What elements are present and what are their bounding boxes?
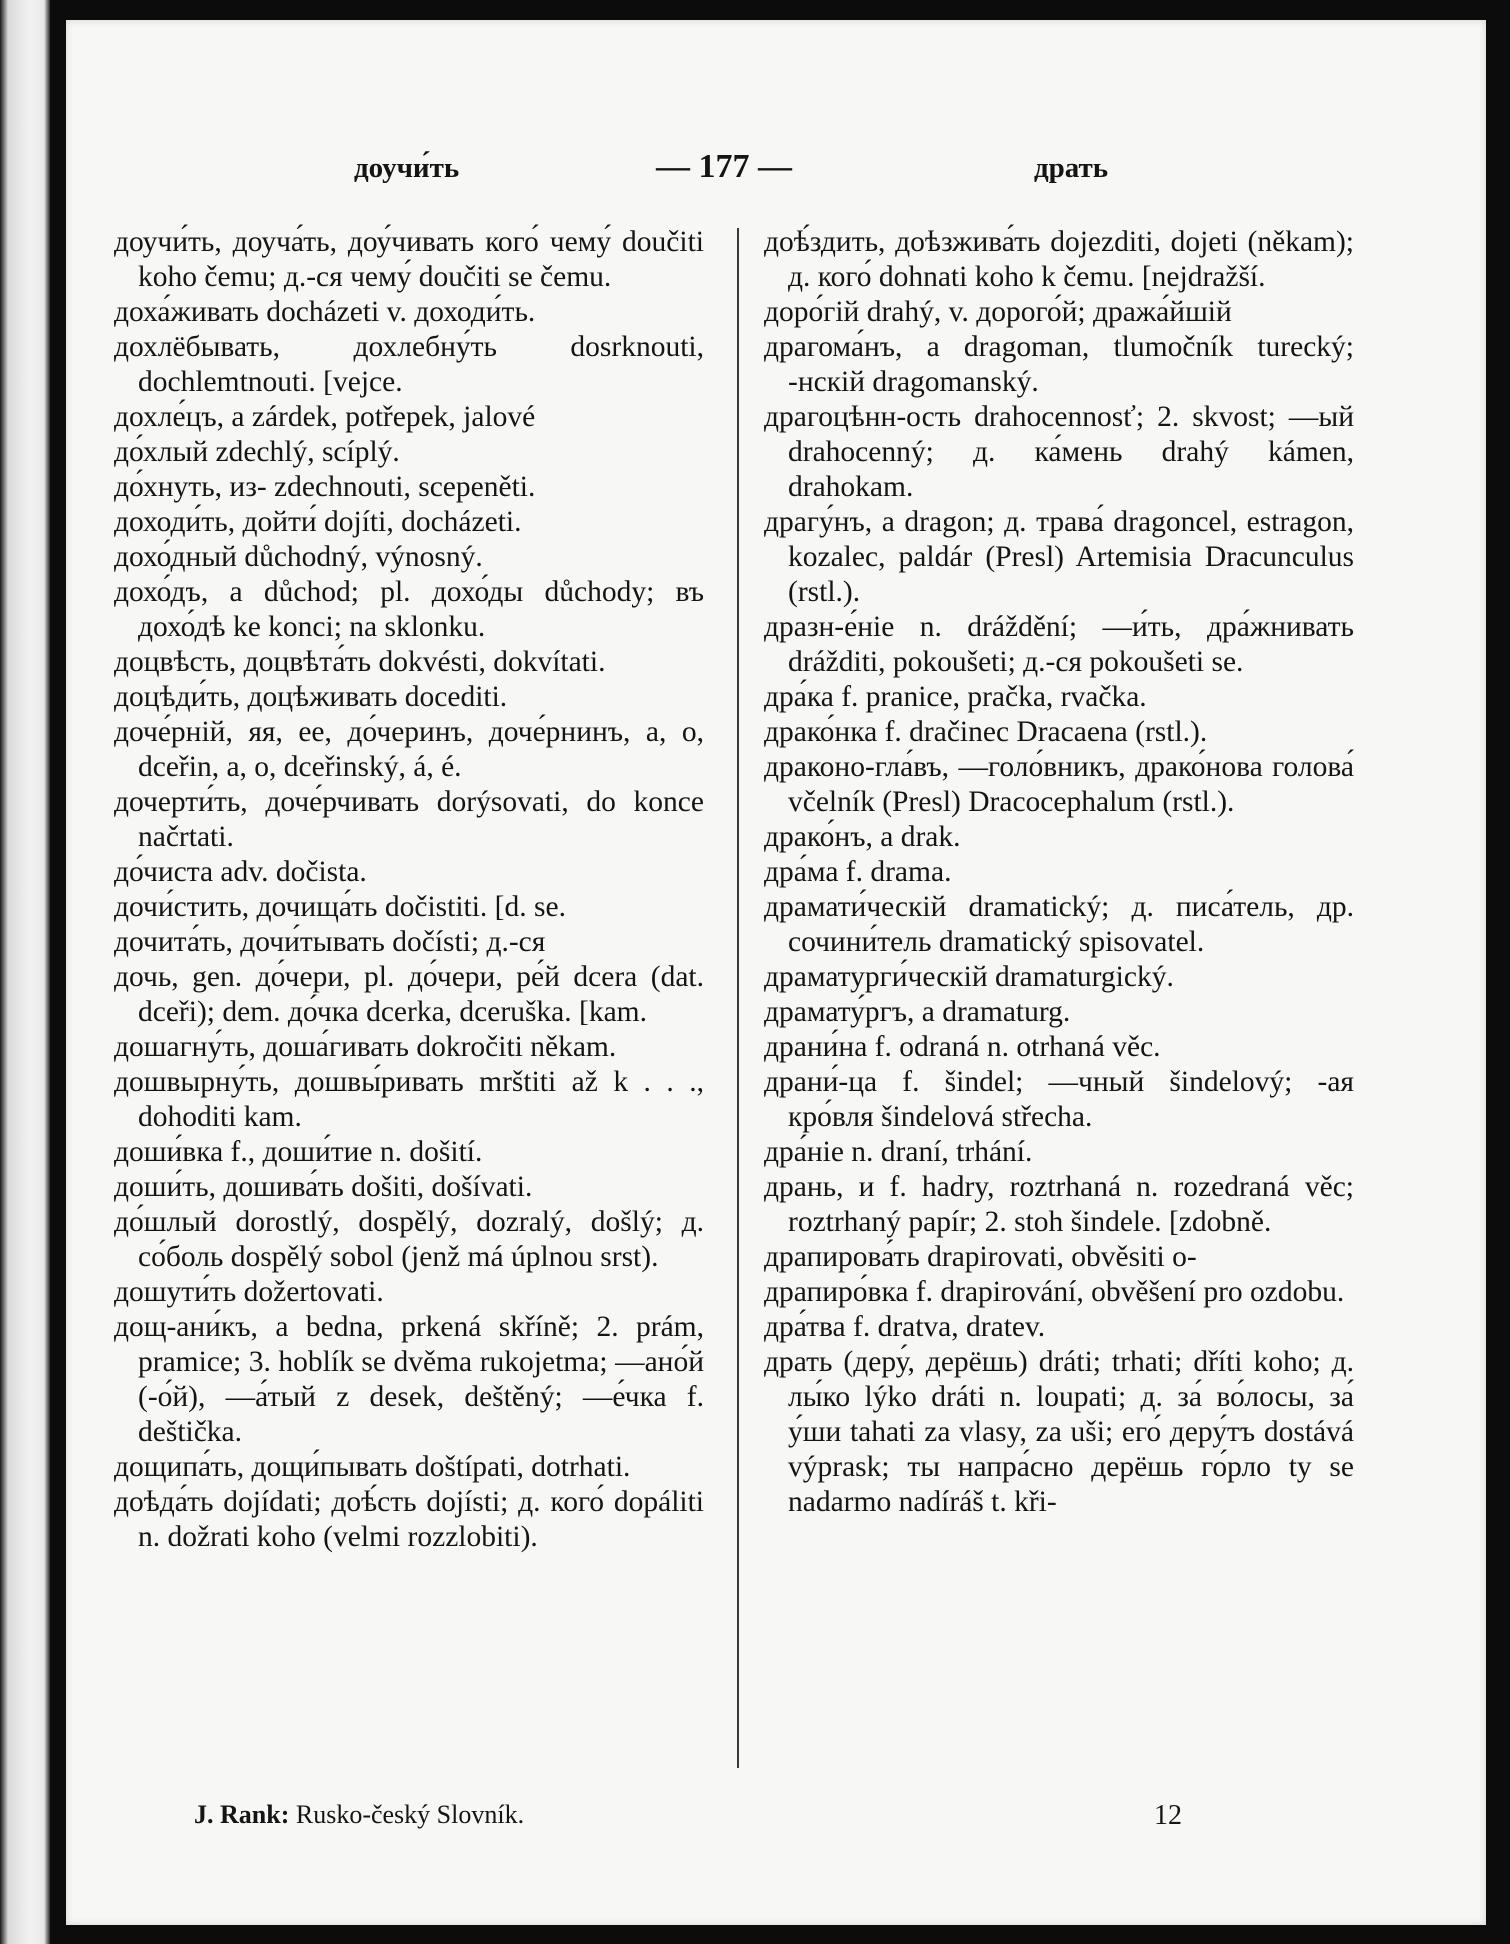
right-headword: драть xyxy=(1034,152,1109,184)
entry: доцѣди́ть, доцѣживать docediti. xyxy=(114,681,508,713)
entry: драни́-ца f. šindel; —чный šindelový; -ая кро́вля šindelová střecha. xyxy=(764,1066,1354,1133)
footer-author: J. Rank: xyxy=(194,1800,290,1829)
running-header xyxy=(66,148,1486,188)
page-number: — 177 — xyxy=(656,148,792,185)
entry: драгу́нъ, а dragon; д. трава́ dragoncel, estragon, kozalec, paldár (Presl) Artemisia Dracunculus (rstl.). xyxy=(764,506,1354,608)
entry: дочь, gen. до́чери, pl. до́чери, ре́й dcera (dat. dceři); dem. до́чка dcerka, dceruška. [kam. xyxy=(114,961,704,1028)
entry: дра́ма f. drama. xyxy=(764,856,952,888)
entry: драпирова́ть drapirovati, obvěsiti o- xyxy=(764,1241,1197,1273)
entry: драни́на f. odraná n. otrhaná věc. xyxy=(764,1031,1161,1063)
page-footer xyxy=(66,1800,1486,1840)
entry: дразн-е́ніе n. dráždění; —и́ть, дра́жнивать drážditi, pokoušeti; д.-ся pokoušeti se. xyxy=(764,611,1354,678)
column-divider xyxy=(737,228,739,1768)
entry: дочита́ть, дочи́тывать dočísti; д.-ся xyxy=(114,926,546,958)
entry: дочерти́ть, доче́рчивать dorýsovati, do konce načrtati. xyxy=(114,786,704,853)
entry: до́хнуть, из- zdechnouti, scepeněti. xyxy=(114,471,536,503)
entry: до́хлый zdechlý, scíplý. xyxy=(114,436,400,468)
entry: дошвырну́ть, дошвы́ривать mrštiti až k . . ., dohoditi kam. xyxy=(114,1066,704,1133)
entry: драко́нъ, а drak. xyxy=(764,821,961,853)
footer-credit xyxy=(194,1800,524,1830)
entry: драгоцѣнн-ость drahocennosť; 2. skvost; —ый drahocenný; д. ка́мень drahý kámen, drahokam. xyxy=(764,401,1354,503)
entry: до́шлый dorostlý, dospělý, dozralý, došlý; д. со́боль dospělý sobol (jenž má úplnou srst). xyxy=(114,1206,704,1273)
entry: драпиро́вка f. drapirování, obvěšení pro ozdobu. xyxy=(764,1276,1345,1308)
entry: дра́ка f. pranice, pračka, rvačka. xyxy=(764,681,1147,713)
adjacent-page-edge xyxy=(0,0,50,1944)
entry: драмату́ргъ, а dramaturg. xyxy=(764,996,1071,1028)
entry: драть (деру́, дерёшь) dráti; trhati; dříti koho; д. лы́ко lýko dráti n. loupati; д. за́ во́лосы, за́ у́ши tahati za vlasy, za uši; его́ деру́тъ dostává výprask; ты напра́сно дерёшь го́рло ty se nadarmo nadíráš t. kři- xyxy=(764,1346,1354,1518)
left-column xyxy=(114,225,704,1555)
entry: до́чиста adv. dočista. xyxy=(114,856,367,888)
entry: дошути́ть dožertovati. xyxy=(114,1276,384,1308)
dictionary-page xyxy=(66,20,1486,1925)
entry: доро́гій drahý, v. дорого́й; дража́йшій xyxy=(764,296,1232,328)
right-column xyxy=(764,225,1354,1520)
entry: драматурги́ческій dramaturgický. xyxy=(764,961,1174,993)
entry: дощ-ани́къ, а bedna, prkená skříně; 2. prám, pramice; 3. hoblík se dvěma rukojetma; —ано́й (-о́й), —а́тый z desek, deštěný; —е́чка f. deštička. xyxy=(114,1311,704,1448)
entry: дохо́дъ, а důchod; pl. дохо́ды důchody; въ дохо́дѣ ke konci; na sklonku. xyxy=(114,576,704,643)
entry: доцвѣсть, доцвѣта́ть dokvésti, dokvítati. xyxy=(114,646,606,678)
signature-mark: 12 xyxy=(1154,1800,1182,1831)
entry: доходи́ть, дойти́ dojíti, docházeti. xyxy=(114,506,522,538)
entry: доучи́ть, доуча́ть, доу́чивать кого́ чему́ doučiti koho čemu; д.-ся чему́ doučiti se čemu. xyxy=(114,226,704,293)
left-headword: доучи́ть xyxy=(354,152,460,184)
entry: дощипа́ть, дощи́пывать doštípati, dotrhati. xyxy=(114,1451,631,1483)
entry: доѣда́ть dojídati; доѣ́сть dojísti; д. кого́ dopáliti n. dožrati koho (velmi rozzlobiti). xyxy=(114,1486,704,1553)
entry: дочи́стить, дочища́ть dočistiti. [d. se. xyxy=(114,891,566,923)
entry: доши́вка f., доши́тие n. došití. xyxy=(114,1136,483,1168)
entry: драконо-гла́въ, —голо́вникъ, драко́нова голова́ včelník (Presl) Dracocephalum (rstl.). xyxy=(764,751,1354,818)
entry: доха́живать docházeti v. доходи́ть. xyxy=(114,296,536,328)
footer-title: Rusko-český Slovník. xyxy=(295,1800,525,1829)
entry: драмати́ческій dramatický; д. писа́тель, др. сочини́тель dramatický spisovatel. xyxy=(764,891,1354,958)
entry: драко́нка f. dračinec Dracaena (rstl.). xyxy=(764,716,1208,748)
entry: доѣ́здить, доѣзжива́ть dojezditi, dojeti (někam); д. кого́ dohnati koho k čemu. [nejdražší. xyxy=(764,226,1354,293)
entry: дра́тва f. dratva, dratev. xyxy=(764,1311,1046,1343)
entry: дохлёбывать, дохлебну́ть dosrknouti, dochlemtnouti. [vejce. xyxy=(114,331,704,398)
entry: дрань, и f. hadry, roztrhaná n. rozedraná věc; roztrhaný papír; 2. stoh šindele. [zdobně. xyxy=(764,1171,1354,1238)
entry: дра́ніе n. draní, trhání. xyxy=(764,1136,1033,1168)
entry: доши́ть, дошива́ть došiti, došívati. xyxy=(114,1171,533,1203)
entry: дохле́цъ, а zárdek, potřepek, jalové xyxy=(114,401,536,433)
entry: драгома́нъ, а dragoman, tlumočník turecký; -нскій dragomanský. xyxy=(764,331,1354,398)
entry: доче́рній, яя, ее, до́черинъ, доче́рнинъ, а, о, dceřin, a, o, dceřinský, á, é. xyxy=(114,716,704,783)
entry: дохо́дный důchodný, výnosný. xyxy=(114,541,483,573)
entry: дошагну́ть, доша́гивать dokročiti někam. xyxy=(114,1031,617,1063)
